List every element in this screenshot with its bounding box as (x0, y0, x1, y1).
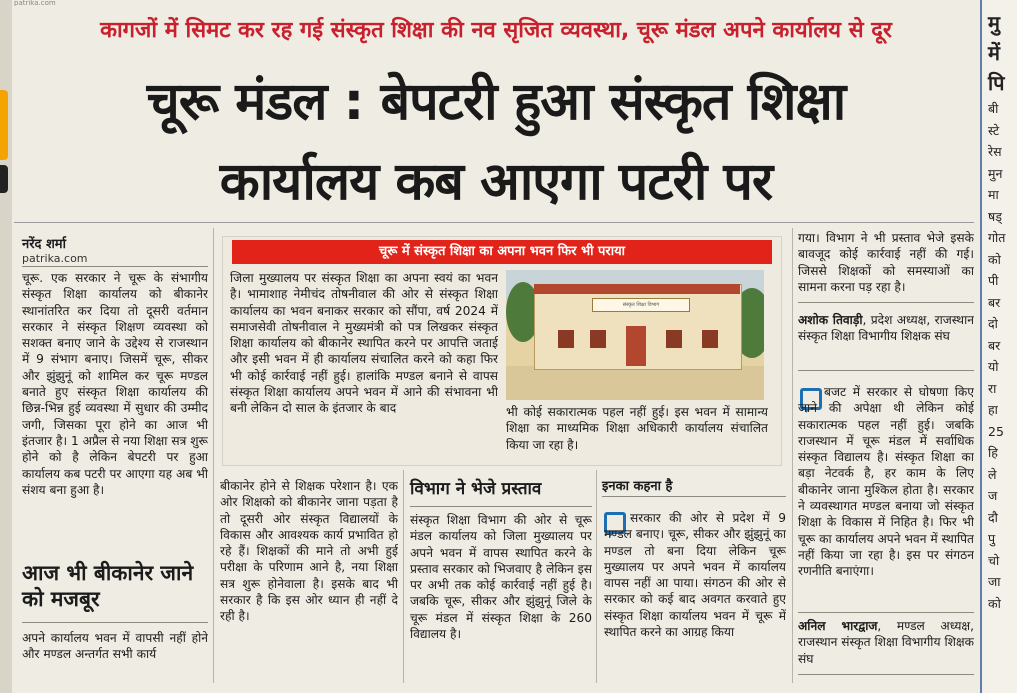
col1-para2: अपने कार्यालय भवन में वापसी नहीं होने और मण्डल अन्तर्गत सभी कार्य (22, 631, 208, 662)
building-photo (506, 270, 764, 400)
next-article-line: रेस (988, 144, 1002, 159)
signature-1-name: अशोक तिवाड़ी (798, 313, 863, 327)
next-article-line: मा (988, 187, 999, 202)
next-article-line: यो (988, 359, 999, 374)
next-article-line: दो (988, 316, 998, 331)
photo-door (626, 326, 646, 366)
col5-divider (798, 302, 974, 303)
photo-window (702, 330, 718, 348)
masthead-crop: patrika.com (14, 0, 56, 6)
next-article-line: पु (988, 531, 996, 546)
col5-quote2: बजट में सरकार से घोषणा किए जाने की अपेक्षा थी लेकिन कोई सकारात्मक पहल नहीं हुई। जबकि राजस्थान में चूरू मंडल में सर्वाधिक संस्कृत विद्यालय है। संस्कृत शिक्षा का बड़ा नेटवर्क है, हर काम के लिए बीकानेर जाना मुश्किल होता है। सरकार ने व्यवस्थागत मण्डल बनाया जो संस्कृत शिक्षा के विकास में निहित है। फिर भी चूरू का कार्यालय अपने भवन में स्थापित नहीं किया जा रहा है। इस पर संगठन रणनीति बनाएंगा। (798, 385, 974, 579)
photo-window (590, 330, 606, 348)
headline-rule (14, 222, 974, 223)
byline-divider (22, 266, 208, 267)
signature-2 (798, 618, 974, 670)
photo-window (558, 330, 574, 348)
article-col1-para: चूरू. एक सरकार ने चूरू के संभागीय संस्कृत शिक्षा कार्यालय को बीकानेर स्थानांतरित कर दिया तो दूसरी वर्तमान सरकार ने संस्कृत शिक्षण व्यवस्था को सशक्त बनाए जाने के उद्देश्य से राजस्थान में 9 संभाग बनाए। जिसमें चूरू, सीकर और झुंझुनूं को शामिल कर चूरू मण्डल बनाते हुए संस्कृत शिक्षा कार्यालय की छिन्न-भिन्न हुई व्यवस्था में सुधार की उम्मीद जगी, जिसका पूरा होने का आज भी इंतजार है। 1 अप्रैल से नया शिक्षा सत्र शुरू होने को है लेकिन बेपटरी पर हुआ कार्यालय कब पटरी पर आएगा यह अब भी संशय बना हुआ है। (22, 271, 208, 497)
col1-subhead: आज भी बीकानेर जाने को मजबूर (22, 561, 194, 611)
next-article-line: बर (988, 337, 1001, 353)
next-article-line: पि (988, 71, 1005, 95)
column-separator (792, 228, 793, 683)
next-article-line: चो (988, 552, 1000, 568)
byline-author: नरेंद शर्मा (22, 237, 66, 252)
col4-quote: सरकार की ओर से प्रदेश में 9 मण्डल बनाए। चूरू, सीकर और झुंझुनूं का मण्डल तो बना दिया लेकिन चूरू मुख्यालय पर अपने भवन में कार्यालय वापस नहीं आ पाया। संगठन की ओर से सरकार को कई बाद अवगत करवाते हुए संस्कृत शिक्षा कार्यालय भवन में चूरू में स्थापित करने का आग्रह किया (604, 511, 786, 640)
box-banner: चूरू में संस्कृत शिक्षा का अपना भवन फिर भी पराया (232, 240, 772, 264)
next-article-line: बर (988, 294, 1001, 310)
signature-2-role: , मण्डल अध्यक्ष, राजस्थान संस्कृत शिक्षा विभागीय शिक्षक संघ (798, 619, 974, 666)
next-article-line: गोत (988, 230, 1006, 245)
col5-para-top-text: गया। विभाग ने भी प्रस्ताव भेजे इसके बावजूद कोई कार्रवाई नहीं की गई। जिससे शिक्षकों को समस्याओं का सामना करना पड़ रहा है। (798, 231, 974, 294)
dark-marker (0, 165, 8, 193)
next-article-line: मु (988, 11, 1000, 35)
column-separator (403, 470, 404, 683)
col5-divider (798, 370, 974, 371)
headline-line-1: चूरू मंडल : बेपटरी हुआ संस्कृत शिक्षा (146, 72, 846, 132)
col4-subhead: इनका कहना है (602, 479, 673, 494)
signature-1 (798, 312, 974, 364)
next-article-line: हि (988, 445, 998, 460)
orange-marker (0, 90, 8, 160)
box-text-left: जिला मुख्यालय पर संस्कृत शिक्षा का अपना स्वयं का भवन है। भामाशाह नेमीचंद तोषनीवाल की ओर से संस्कृत शिक्षा कार्यालय का भवन बनाकर सरकार को सौंपा, वर्ष 2024 में समाजसेवी तोषनीवाल ने मुख्यमंत्री को पत्र लिखकर संस्कृत शिक्षा कार्यालय को बीकानेर स्थापित करने पर आपत्ति जताई और इसी भवन में ही कार्यालय संचालित करने को कहा फिर भी कोई कार्रवाई नहीं हुई। हालांकि मण्डल बनाने से वापस संस्कृत शिक्षा कार्यालय अपने भवन में आने की संभावना भी बनी लेकिन दो साल के इंतजार के बाद (230, 271, 498, 416)
col1-sub-divider (22, 622, 208, 623)
next-article-line: जा (988, 574, 1001, 589)
col5-divider (798, 612, 974, 613)
next-article-lines (982, 0, 1017, 614)
next-article-line: रा (988, 380, 997, 396)
next-article-crop (980, 0, 1017, 693)
headline-line-2: कार्यालय कब आएगा पटरी पर (219, 152, 773, 212)
col3-subhead: विभाग ने भेजे प्रस्ताव (410, 479, 542, 499)
next-article-line: हा (988, 402, 998, 417)
col5-para-top (798, 230, 974, 296)
photo-window (666, 330, 682, 348)
kicker-line: कागजों में सिमट कर रह गई संस्कृत शिक्षा की नव सृजित व्यवस्था, चूरू मंडल अपने कार्यालय से दूर (100, 18, 892, 43)
photo-building-sign: संस्कृत शिक्षा विभाग (592, 298, 690, 312)
photo-building-roofline (534, 284, 740, 294)
photo-ground (506, 366, 764, 400)
next-article-line: स्टे (988, 122, 1000, 138)
next-article-line: में (988, 41, 1000, 65)
signature-2-name: अनिल भारद्वाज (798, 619, 878, 633)
left-edge-strip (0, 0, 12, 693)
col5-divider (798, 674, 974, 675)
signature-1-role: , प्रदेश अध्यक्ष, राजस्थान संस्कृत शिक्षा विभागीय शिक्षक संघ (798, 313, 974, 344)
next-article-line: बी (988, 101, 999, 116)
article-col3-para: संस्कृत शिक्षा विभाग की ओर से चूरू मंडल कार्यालय को जिला मुख्यालय पर अपने भवन में वापस स्थापित करने के प्रस्ताव सरकार को भिजवाए है लेकिन इस पर अभी तक कोई कार्रवाई नहीं हुई है। जबकि चूरू, सीकर और झुंझुनूं जिले के चूरू मंडल में संस्कृत शिक्षा के 260 विद्यालय है। (410, 513, 592, 642)
column-separator (213, 228, 214, 683)
next-article-line: ले (988, 466, 997, 482)
next-article-line: षड् (988, 208, 1002, 224)
next-article-line: को (988, 595, 1001, 611)
next-article-line: 25 (988, 423, 1004, 439)
column-separator (596, 470, 597, 683)
byline-site: patrika.com (22, 252, 88, 265)
next-article-line: ज (988, 488, 998, 503)
next-article-line: दौ (988, 509, 998, 525)
next-article-line: मुन (988, 165, 1003, 181)
box-text-right: भी कोई सकारात्मक पहल नहीं हुई। इस भवन में सामान्य शिक्षा का माध्यमिक शिक्षा अधिकारी कार्यालय संचालित किया जा रहा है। (506, 405, 768, 452)
col4-divider (602, 496, 786, 497)
col3-divider (410, 506, 592, 507)
article-col2-para: बीकानेर होने से शिक्षक परेशान है। एक ओर शिक्षको को बीकानेर जाना पड़ता है तो दूसरी ओर संस्कृत विद्यालयों के विकास और आवश्यक कार्य प्रभावित हो रहे हैं। शिक्षकों की माने तो अभी हुई परीक्षा के परिणाम आने है, नया शिक्षा सत्र शुरू होनेवाला है। इसके बाद भी सरकार है कि इस ओर ध्यान ही नहीं दे रही है। (220, 479, 398, 624)
next-article-line: पी (988, 273, 999, 288)
next-article-line: को (988, 251, 1001, 267)
